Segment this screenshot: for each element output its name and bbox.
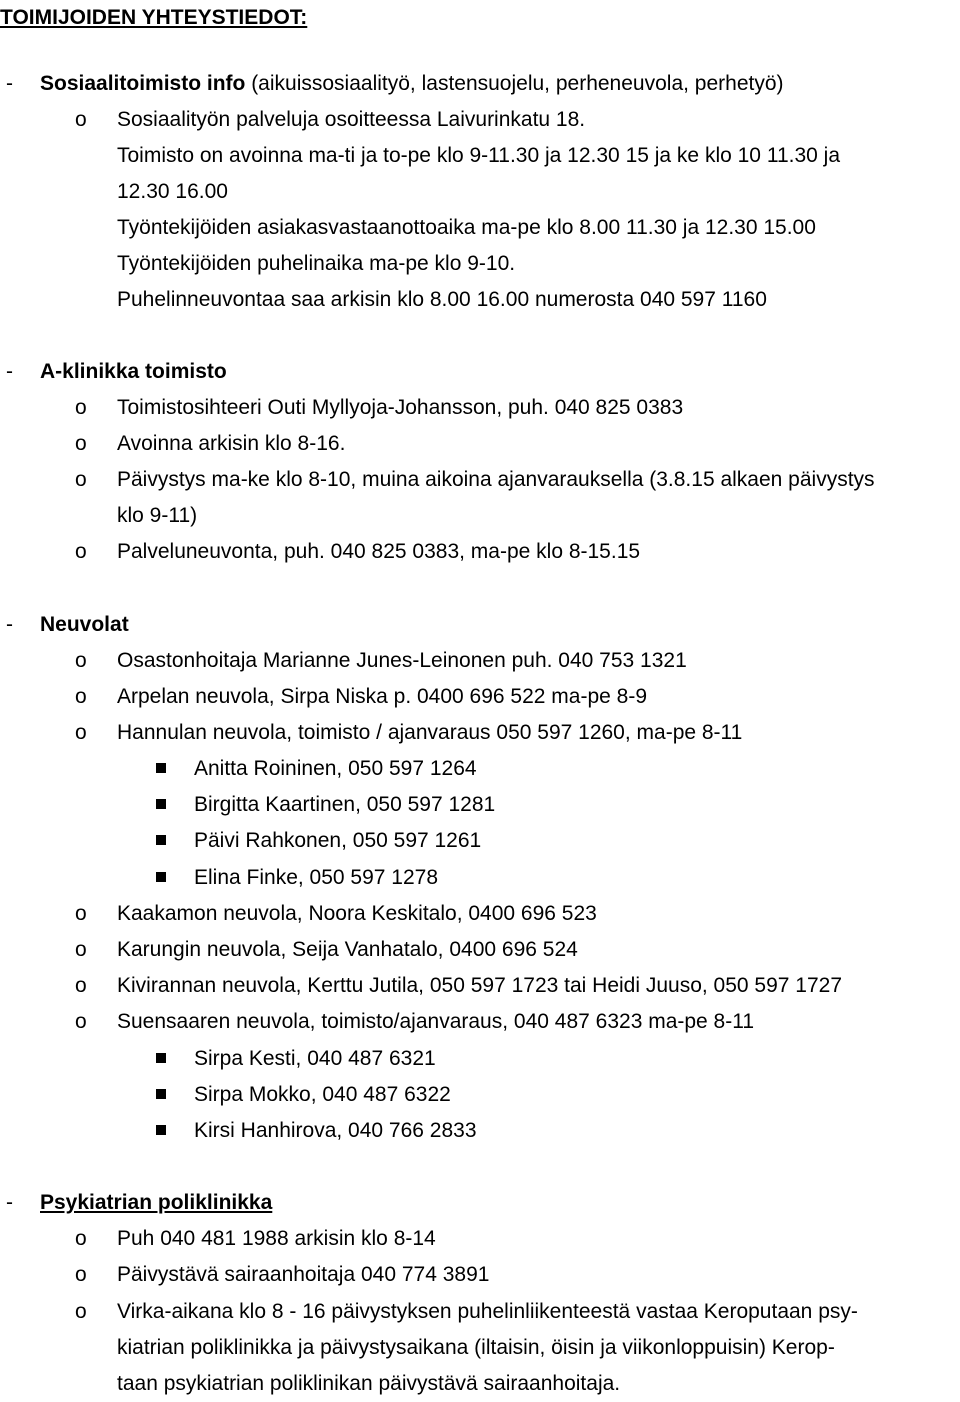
list-item-text: Päivystys ma-ke klo 8-10, muina aikoina ajanvarauksella (3.8.15 alkaen päivystys	[117, 468, 875, 491]
section-heading-bold: Psykiatrian poliklinikka	[40, 1191, 273, 1214]
sub-list-item-text: Sirpa Kesti, 040 487 6321	[194, 1047, 436, 1070]
list-item-text: kiatrian poliklinikka ja päivystysaikana (iltaisin, öisin ja viikonloppuisin) Kerop-	[117, 1336, 835, 1359]
circle-bullet: o	[75, 938, 87, 961]
circle-bullet: o	[75, 540, 87, 563]
sub-list-item-text: Kirsi Hanhirova, 040 766 2833	[194, 1119, 477, 1142]
square-bullet-icon	[156, 1125, 166, 1135]
list-item-text: Toimistosihteeri Outi Myllyoja-Johansson, puh. 040 825 0383	[117, 396, 684, 419]
list-item-text: Kaakamon neuvola, Noora Keskitalo, 0400 696 523	[117, 902, 597, 925]
section-heading	[40, 1185, 272, 1221]
section-heading-bold: Sosiaalitoimisto info	[40, 72, 246, 95]
list-item-text: Työntekijöiden puhelinaika ma-pe klo 9-10.	[117, 252, 516, 275]
square-bullet-icon	[156, 872, 166, 882]
circle-bullet: o	[75, 649, 87, 672]
sub-list-item-text: Sirpa Mokko, 040 487 6322	[194, 1083, 451, 1106]
sub-list-item-text: Birgitta Kaartinen, 050 597 1281	[194, 793, 496, 816]
sub-list-item-text: Anitta Roininen, 050 597 1264	[194, 757, 477, 780]
list-item-text: Kivirannan neuvola, Kerttu Jutila, 050 597 1723 tai Heidi Juuso, 050 597 1727	[117, 974, 843, 997]
dash-bullet: -	[6, 72, 13, 95]
circle-bullet: o	[75, 1300, 87, 1323]
circle-bullet: o	[75, 432, 87, 455]
circle-bullet: o	[75, 974, 87, 997]
sub-list-item-text: Päivi Rahkonen, 050 597 1261	[194, 829, 482, 852]
list-item-text: Suensaaren neuvola, toimisto/ajanvaraus, 040 487 6323 ma-pe 8-11	[117, 1010, 755, 1033]
list-item-text: Arpelan neuvola, Sirpa Niska p. 0400 696 522 ma-pe 8-9	[117, 685, 648, 708]
circle-bullet: o	[75, 108, 87, 131]
circle-bullet: o	[75, 396, 87, 419]
square-bullet-icon	[156, 763, 166, 773]
square-bullet-icon	[156, 1053, 166, 1063]
dash-bullet: -	[6, 613, 13, 636]
circle-bullet: o	[75, 902, 87, 925]
section-heading-bold: Neuvolat	[40, 613, 129, 636]
list-item-text: Hannulan neuvola, toimisto / ajanvaraus 050 597 1260, ma-pe 8-11	[117, 721, 743, 744]
square-bullet-icon	[156, 799, 166, 809]
list-item-text: Osastonhoitaja Marianne Junes-Leinonen puh. 040 753 1321	[117, 649, 687, 672]
dash-bullet: -	[6, 1191, 13, 1214]
section-heading	[40, 354, 227, 390]
list-item-text: Karungin neuvola, Seija Vanhatalo, 0400 696 524	[117, 938, 578, 961]
square-bullet-icon	[156, 1089, 166, 1099]
circle-bullet: o	[75, 685, 87, 708]
section-heading	[40, 66, 784, 102]
list-item-text: Virka-aikana klo 8 - 16 päivystyksen puhelinliikenteestä vastaa Keroputaan psy-	[117, 1300, 858, 1323]
list-item-text: Puhelinneuvontaa saa arkisin klo 8.00 16.00 numerosta 040 597 1160	[117, 288, 767, 311]
section-heading	[40, 607, 129, 643]
list-item-text: Päivystävä sairaanhoitaja 040 774 3891	[117, 1263, 490, 1286]
list-item-text: Avoinna arkisin klo 8-16.	[117, 432, 346, 455]
list-item-text: Palveluneuvonta, puh. 040 825 0383, ma-pe klo 8-15.15	[117, 540, 641, 563]
circle-bullet: o	[75, 468, 87, 491]
circle-bullet: o	[75, 1010, 87, 1033]
list-item-text: Toimisto on avoinna ma-ti ja to-pe klo 9-11.30 ja 12.30 15 ja ke klo 10 11.30 ja	[117, 144, 840, 167]
circle-bullet: o	[75, 1263, 87, 1286]
list-item-text: taan psykiatrian poliklinikan päivystävä sairaanhoitaja.	[117, 1372, 621, 1395]
section-heading-note: (aikuissosiaalityö, lastensuojelu, perheneuvola, perhetyö)	[245, 72, 784, 95]
dash-bullet: -	[6, 360, 13, 383]
circle-bullet: o	[75, 721, 87, 744]
section-heading-bold: A-klinikka toimisto	[40, 360, 227, 383]
list-item-text: Työntekijöiden asiakasvastaanottoaika ma-pe klo 8.00 11.30 ja 12.30 15.00	[117, 216, 816, 239]
list-item-text: 12.30 16.00	[117, 180, 228, 203]
list-item-text: klo 9-11)	[117, 504, 198, 527]
square-bullet-icon	[156, 835, 166, 845]
list-item-text: Sosiaalityön palveluja osoitteessa Laivurinkatu 18.	[117, 108, 586, 131]
list-item-text: Puh 040 481 1988 arkisin klo 8-14	[117, 1227, 436, 1250]
circle-bullet: o	[75, 1227, 87, 1250]
page-title: TOIMIJOIDEN YHTEYSTIEDOT:	[0, 6, 308, 29]
sub-list-item-text: Elina Finke, 050 597 1278	[194, 866, 439, 889]
